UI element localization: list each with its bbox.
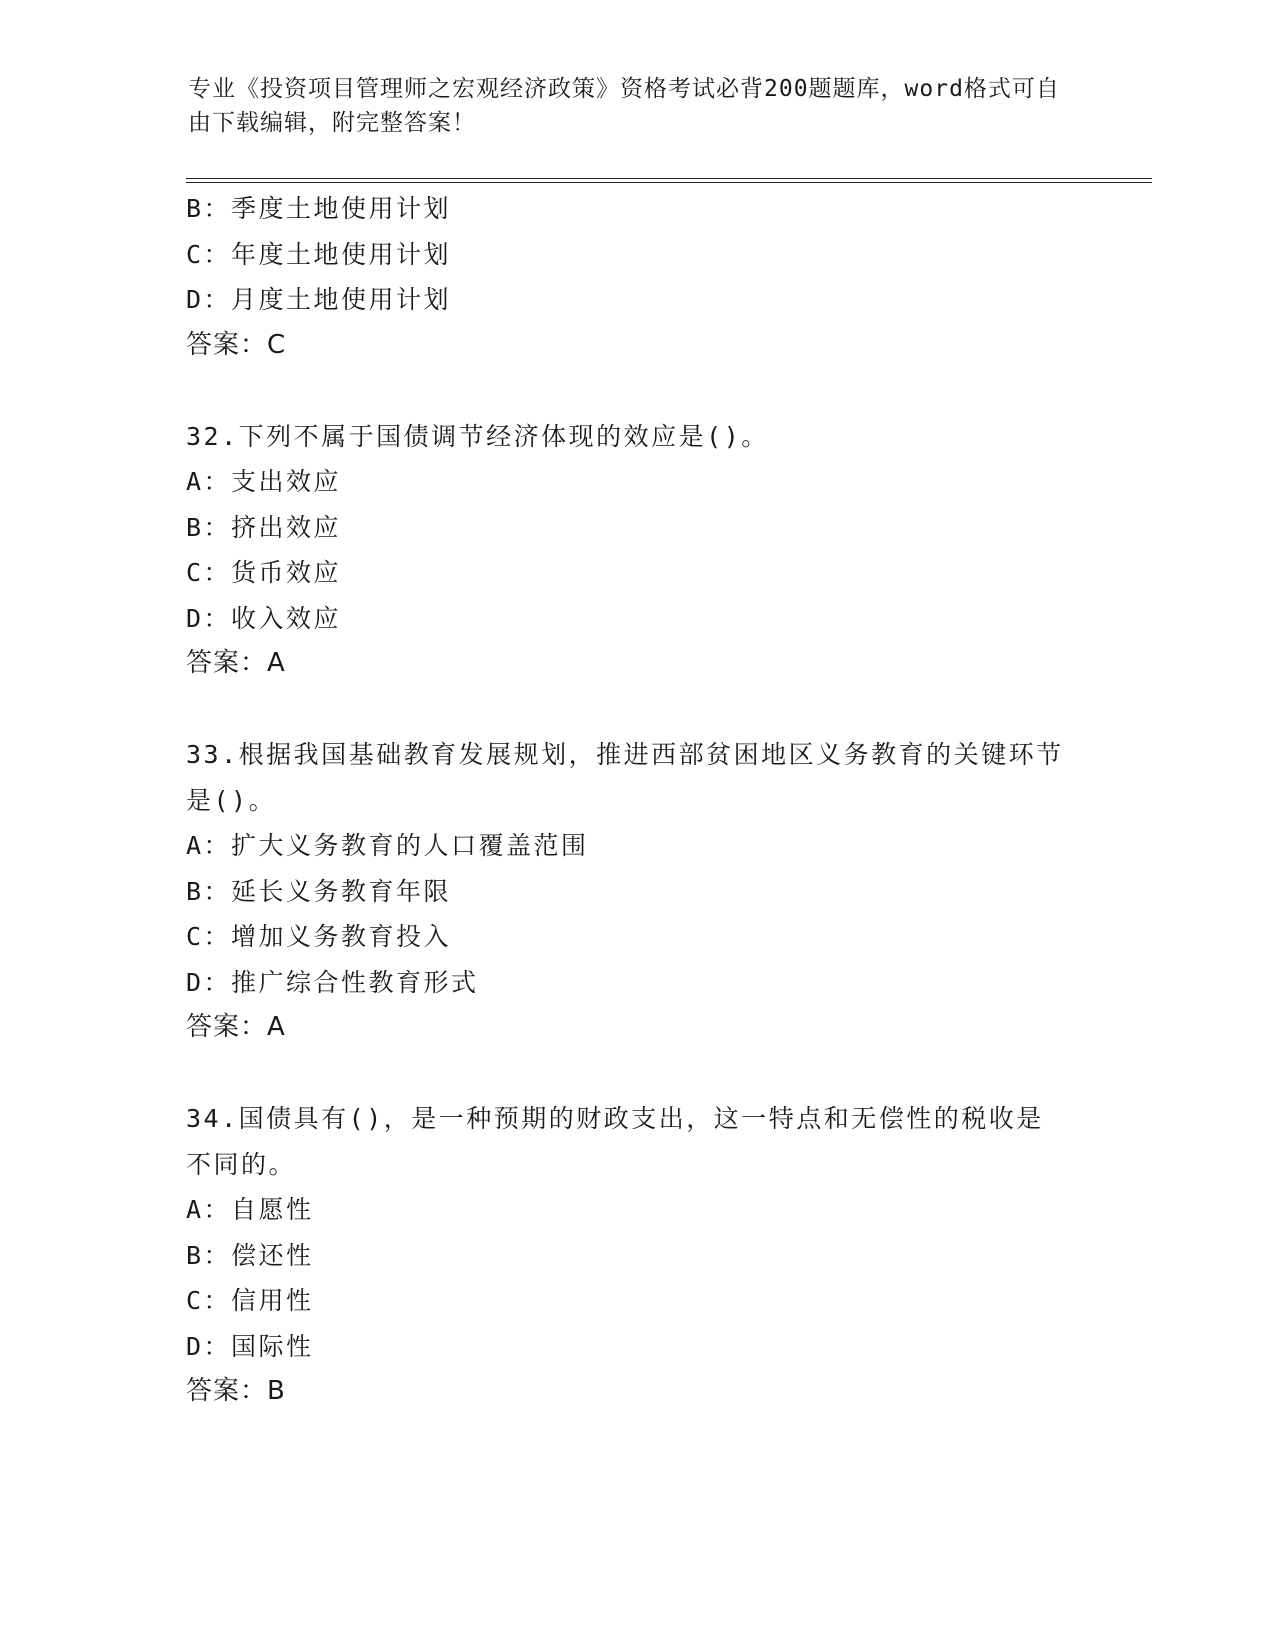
option-d: D：推广综合性教育形式 (186, 967, 479, 997)
question-stem: 33.根据我国基础教育发展规划，推进西部贫困地区义务教育的关键环节是()。 (186, 740, 1064, 815)
question-34 (186, 1096, 1086, 1415)
option-a: A：扩大义务教育的人口覆盖范围 (186, 831, 589, 860)
option-c: C：增加义务教育投入 (186, 922, 452, 951)
answer-label: 答案：C (186, 329, 287, 360)
header-divider (186, 178, 1152, 183)
previous-question-block (186, 186, 1086, 368)
spacer (186, 1051, 1086, 1097)
document-header: 专业《投资项目管理师之宏观经济政策》资格考试必背200题题库，word格式可自由下载编辑，附完整答案！ (188, 76, 1060, 136)
option-b: B：偿还性 (186, 1240, 314, 1270)
spacer (186, 368, 1086, 414)
question-stem: 32.下列不属于国债调节经济体现的效应是()。 (186, 421, 769, 451)
option-c: C：年度土地使用计划 (186, 239, 452, 269)
answer-label: 答案：B (186, 1376, 286, 1406)
option-c: C：信用性 (186, 1286, 314, 1315)
option-b: B：挤出效应 (186, 512, 342, 542)
option-d: D：收入效应 (186, 603, 342, 633)
option-d: D：月度土地使用计划 (186, 285, 452, 314)
question-stem: 34.国债具有()，是一种预期的财政支出，这一特点和无偿性的税收是不同的。 (186, 1104, 1044, 1179)
question-33 (186, 732, 1086, 1051)
option-b: B：季度土地使用计划 (186, 194, 452, 223)
option-a: A：自愿性 (186, 1195, 314, 1224)
option-a: A：支出效应 (186, 467, 342, 496)
answer-label: 答案：A (186, 1012, 286, 1042)
answer-label: 答案：A (186, 648, 286, 678)
question-32 (186, 414, 1086, 687)
question-list (186, 186, 1086, 1415)
option-b: B：延长义务教育年限 (186, 876, 452, 906)
option-c: C：货币效应 (186, 558, 342, 587)
option-d: D：国际性 (186, 1331, 314, 1361)
spacer (186, 687, 1086, 733)
